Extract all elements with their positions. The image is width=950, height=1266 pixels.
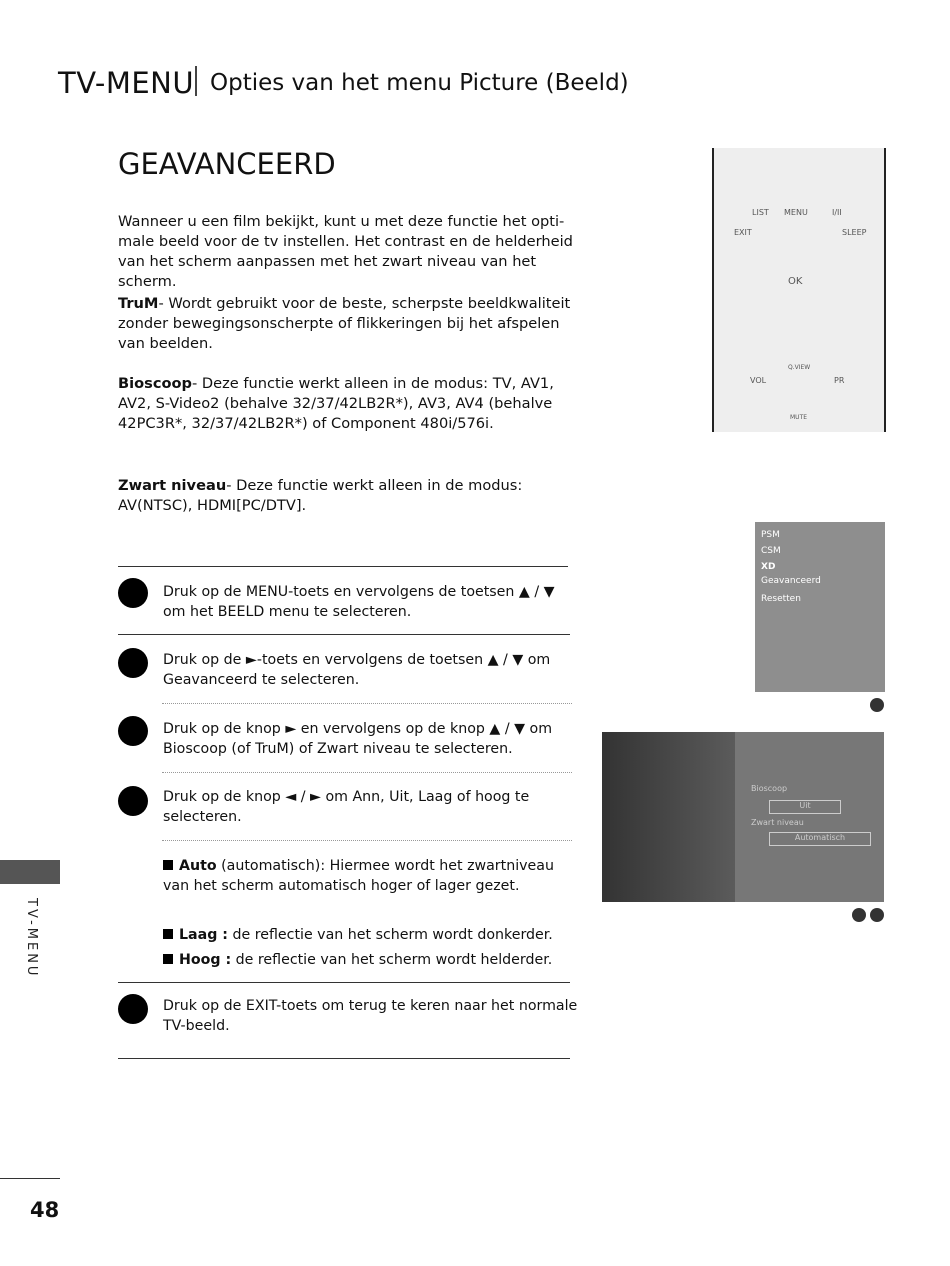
intro-paragraph: Wanneer u een film bekijkt, kunt u met deze functie het opti- male beeld voor de tv instellen. Het contrast en de helderheid van het scherm aanpassen met het zwart niveau van het scherm. [118,213,573,290]
option-text: de reflectie van het scherm wordt donkerder. [232,927,553,943]
menu-item: Resetten [761,594,801,604]
footer-rule [0,1178,60,1179]
remote-label: SLEEP [842,228,867,237]
menu-item: XD [761,562,776,572]
side-tab [0,860,60,884]
submenu-value: Uit [769,800,841,814]
trum-text: - Wordt gebruikt voor de beste, scherpste beeldkwaliteit zonder bewegingsonscherpte of flikkeringen bij het afspelen van beelden. [118,295,571,352]
menu-item: PSM [761,530,780,540]
option-hoog [163,950,578,970]
dotted-divider [162,772,572,773]
advanced-menu-screenshot [602,732,884,902]
remote-label: MENU [784,208,808,217]
header-divider [195,66,197,96]
square-bullet-icon [163,929,173,939]
submenu-item: Bioscoop [751,784,788,793]
step-1: Druk op de MENU-toets en vervolgens de toetsen ▲ / ▼ om het BEELD menu te selecteren. [163,584,555,620]
submenu-item: Zwart niveau [751,818,804,827]
option-term: Laag : [179,927,228,943]
step-bullet [118,716,148,746]
divider [118,982,570,983]
option-term: Auto [179,858,217,874]
option-text: de reflectie van het scherm wordt helderder. [235,952,553,968]
dotted-divider [162,703,572,704]
step-4: Druk op de knop ◄ / ► om Ann, Uit, Laag of hoog te selecteren. [163,789,530,825]
submenu-value: Automatisch [769,832,871,846]
remote-label: Q.VIEW [788,364,811,371]
square-bullet-icon [163,954,173,964]
step-marker-icon [870,698,884,712]
zwart-text: - Deze functie werkt alleen in de modus: AV(NTSC), HDMI[PC/DTV]. [118,477,523,514]
bioscoop-term: Bioscoop [118,375,192,392]
section-subtitle: Opties van het menu Picture (Beeld) [210,70,629,96]
step-marker-icon [870,908,884,922]
option-text: (automatisch): Hiermee wordt het zwartniveau van het scherm automatisch hoger of lager gezet. [163,858,554,894]
picture-menu-screenshot [755,522,885,692]
remote-label: LIST [752,208,769,217]
option-term: Hoog : [179,952,232,968]
section-title: TV-MENU [58,66,195,100]
dotted-divider [162,840,572,841]
divider [118,634,570,635]
menu-item: CSM [761,546,781,556]
remote-label: VOL [750,376,767,385]
page-title: GEAVANCEERD [118,147,336,181]
remote-label: EXIT [734,228,752,237]
step-2: Druk op de ►-toets en vervolgens de toetsen ▲ / ▼ om Geavanceerd te selecteren. [163,652,551,688]
zwart-term: Zwart niveau [118,477,227,494]
remote-label: PR [834,376,845,385]
page-number: 48 [30,1198,60,1222]
zwart-paragraph [118,476,578,516]
square-bullet-icon [163,860,173,870]
option-laag [163,925,578,945]
step-marker-icon [852,908,866,922]
side-label: TV-MENU [24,898,39,979]
remote-label: I/II [832,208,842,217]
step-bullet [118,786,148,816]
bioscoop-text: - Deze functie werkt alleen in de modus: TV, AV1, AV2, S-Video2 (behalve 32/37/42LB2R*), AV3, AV4 (behalve 42PC3R*, 32/37/42LB2R*) of Component 480i/576i. [118,375,554,432]
remote-label: OK [788,276,803,287]
step-3: Druk op de knop ► en vervolgens op de knop ▲ / ▼ om Bioscoop (of TruM) of Zwart niveau te selecteren. [163,721,553,757]
step-bullet [118,648,148,678]
step-bullet [118,994,148,1024]
trum-paragraph [118,294,578,354]
option-auto [163,856,578,896]
divider [118,566,568,567]
remote-control-image [712,148,886,432]
submenu-panel [735,732,884,902]
divider [118,1058,570,1059]
menu-item: Geavanceerd [761,576,821,586]
bioscoop-paragraph [118,374,578,434]
trum-term: TruM [118,295,159,312]
exit-step: Druk op de EXIT-toets om terug te keren naar het normale TV-beeld. [163,998,578,1034]
remote-label: MUTE [790,414,808,421]
step-bullet [118,578,148,608]
